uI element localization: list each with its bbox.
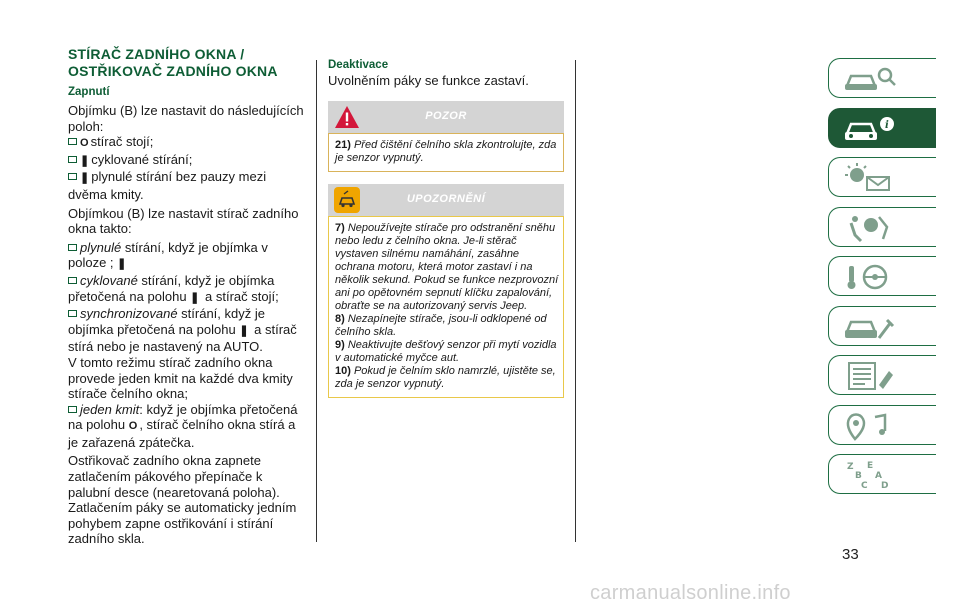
- bullet-icon: [68, 406, 77, 413]
- tab-starting-driving[interactable]: [828, 256, 936, 296]
- bullet-icon: [68, 138, 77, 145]
- light-envelope-icon: [841, 163, 901, 193]
- checklist-icon: [841, 361, 901, 391]
- option-row: O stírač stojí;: [68, 134, 308, 152]
- intermittent-symbol-icon: ❚: [80, 154, 90, 167]
- alphabet-index-icon: [841, 460, 901, 490]
- warning-box: 21) Před čištění čelního skla zkontrolujte, zda je senzor vypnutý.: [328, 133, 564, 172]
- bullet-icon: [68, 310, 77, 317]
- column-divider-right: [575, 60, 576, 542]
- caution-box: [328, 216, 564, 398]
- bullet-icon: [68, 244, 77, 251]
- para-4: Ostřikovač zadního okna zapnete zatlačením pákového přepínače k palubní desce (nearetovaná poloha). Zatlačením páky se automaticky jedním pohybem zapne ostřikování i stírání zadního skla.: [68, 453, 297, 547]
- tab-maintenance[interactable]: [828, 355, 936, 395]
- section-title: STÍRAČ ZADNÍHO OKNA / OSTŘIKOVAČ ZADNÍHO OKNA: [68, 46, 278, 79]
- intro-text: Objímku (B) lze nastavit do následujících poloh:: [68, 103, 304, 134]
- svg-text:i: i: [885, 119, 889, 131]
- caution-item: 8) Nezapínejte stírače, jsou-li odklopené od čelního skla.: [335, 312, 547, 338]
- airbag-person-icon: [841, 213, 901, 243]
- car-tools-icon: [841, 312, 901, 342]
- caution-item: 7) Nepoužívejte stírače pro odstranění sněhu nebo ledu z čelního okna. Je-li stěrač vystaven silnému namáhání, zasáhne ochrana motoru, která motor zastaví i na několik sekund. Pokud se funkce nezprovozní ani po opětovném sepnutí klíčku zapalování, obraťte se na autorizovaný servis Jeep.: [335, 221, 559, 312]
- tab-safety[interactable]: [828, 207, 936, 247]
- intermittent-symbol-icon: ❚: [239, 324, 249, 337]
- bullet-row: jeden kmit: když je objímka přetočená na polohu O , stírač čelního okna stírá a je zařazená zpátečka.: [68, 401, 298, 450]
- svg-text:E: E: [867, 461, 874, 471]
- tab-index[interactable]: [828, 454, 936, 494]
- bullet-row: cyklované stírání, když je objímka přetočená na polohu ❚ a stírač stojí;: [68, 273, 308, 306]
- middle-column: [328, 58, 564, 398]
- column-divider-left: [316, 60, 317, 542]
- car-search-icon: [841, 64, 901, 94]
- para-3: V tomto režimu stírač zadního okna provede jeden kmit na každé dva kmity stírače čelního okna;: [68, 354, 293, 402]
- svg-text:C: C: [861, 481, 868, 490]
- caution-item: 9) Neaktivujte dešťový senzor při mytí vozidla v automatické myčce aut.: [335, 338, 557, 364]
- subhead-deaktivace: Deaktivace: [328, 59, 389, 71]
- warning-header: [328, 101, 564, 133]
- off-symbol-icon: O: [128, 420, 138, 433]
- svg-text:A: A: [875, 471, 882, 481]
- subhead-zapnuti: Zapnutí: [68, 86, 110, 98]
- key-steering-icon: [841, 262, 901, 292]
- location-music-icon: [841, 411, 901, 441]
- svg-text:B: B: [855, 471, 862, 481]
- left-column: [68, 46, 308, 547]
- continuous-symbol-icon: ❚: [80, 172, 90, 185]
- bullet-icon: [68, 277, 77, 284]
- tab-car-search[interactable]: [828, 58, 936, 98]
- bullet-row: synchronizované stírání, když je objímka přetočená na polohu ❚ a stírač stírá nebo je nastavený na AUTO.: [68, 306, 297, 355]
- tab-multimedia[interactable]: [828, 405, 936, 445]
- page-number: 33: [842, 546, 859, 563]
- chapter-tabs: [828, 58, 936, 504]
- continuous-symbol-icon: ❚: [117, 258, 127, 271]
- option-row: ❚ plynulé stírání bez pauzy mezi dvěma kmity.: [68, 169, 267, 202]
- body-text: [68, 103, 308, 547]
- bullet-row: plynulé stírání, když je objímka v poloze ; ❚: [68, 240, 308, 273]
- tab-emergency[interactable]: [828, 306, 936, 346]
- tab-car-info[interactable]: [828, 108, 936, 148]
- deactivation-text: Uvolněním páky se funkce zastaví.: [328, 73, 529, 88]
- caution-label: UPOZORNĚNÍ: [406, 192, 486, 205]
- warning-label: POZOR: [425, 109, 467, 122]
- watermark-text: carmanualsonline.info: [590, 582, 791, 604]
- para-2: Objímkou (B) lze nastavit stírač zadního okna takto:: [68, 205, 299, 237]
- off-symbol-icon: O: [80, 137, 89, 150]
- svg-text:Z: Z: [847, 462, 854, 472]
- intermittent-symbol-icon: ❚: [190, 291, 200, 304]
- bullet-icon: [68, 173, 77, 180]
- bullet-icon: [68, 156, 77, 163]
- caution-item: 10) Pokud je čelním sklo namrzlé, ujistěte se, zda je senzor vypnutý.: [335, 364, 556, 390]
- option-row: ❚ cyklované stírání;: [68, 152, 308, 170]
- svg-text:D: D: [881, 481, 889, 490]
- car-info-icon: [841, 114, 901, 144]
- caution-header: [328, 184, 564, 216]
- tab-lights-messages[interactable]: [828, 157, 936, 197]
